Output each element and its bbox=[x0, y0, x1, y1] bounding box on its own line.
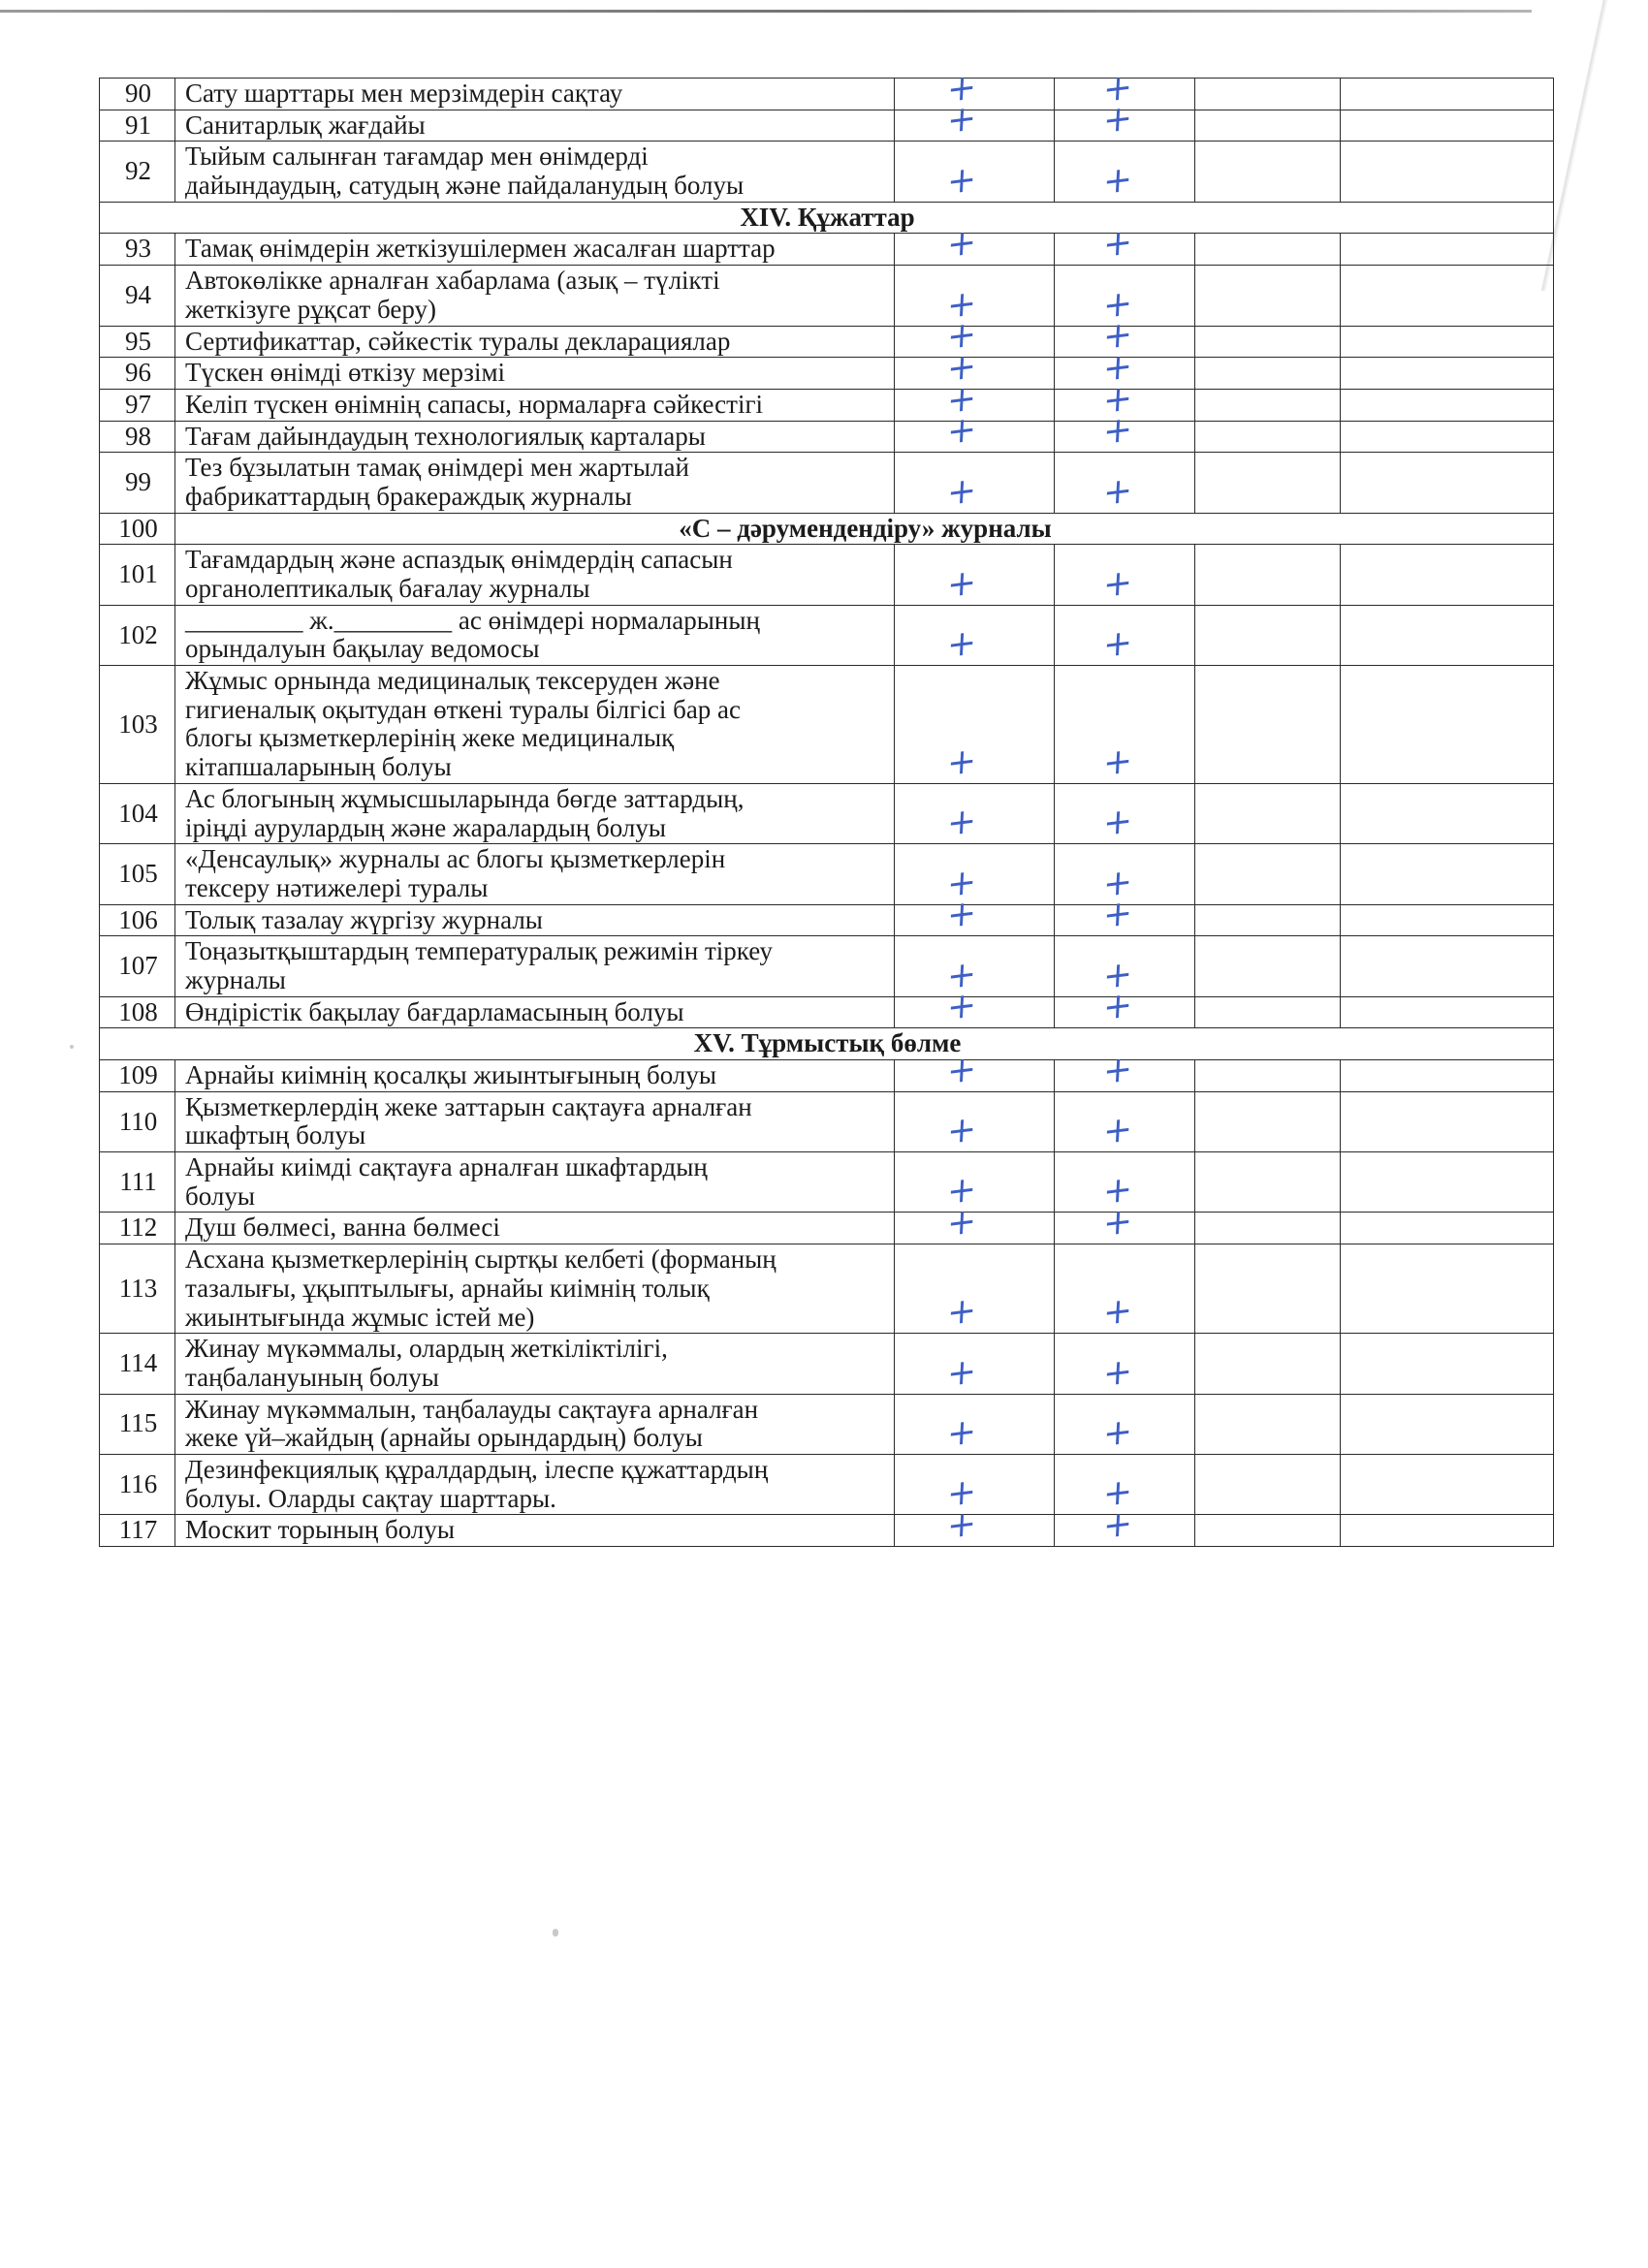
handwritten-plus-mark: + bbox=[1102, 1410, 1134, 1456]
handwritten-plus-mark: + bbox=[1102, 1502, 1134, 1548]
row-description bbox=[175, 605, 895, 665]
table-row bbox=[100, 936, 1554, 996]
row-number: 114 bbox=[100, 1334, 175, 1394]
check-cell-1 bbox=[895, 409, 1055, 454]
description-line: Арнайы киімді сақтауға арналған шкафтардың bbox=[185, 1152, 708, 1182]
handwritten-plus-mark: + bbox=[946, 1410, 978, 1456]
handwritten-plus-mark: + bbox=[1102, 221, 1134, 267]
description-line: Автокөлікке арналған хабарлама (азық – түлікті bbox=[185, 266, 720, 296]
empty-cell bbox=[1341, 79, 1554, 110]
empty-cell bbox=[1195, 1213, 1341, 1244]
check-cell-1 bbox=[895, 666, 1055, 784]
empty-cell bbox=[1341, 1060, 1554, 1092]
description-line: Сату шарттары мен мерзімдерін сақтау bbox=[185, 79, 623, 108]
description-line: Санитарлық жағдайы bbox=[185, 110, 426, 140]
row-description bbox=[175, 1060, 895, 1092]
table-row bbox=[100, 1334, 1554, 1394]
description-line: блогы қызметкерлерінің жеке медициналық bbox=[185, 723, 675, 753]
empty-cell bbox=[1341, 110, 1554, 142]
table-row bbox=[100, 605, 1554, 665]
check-cell-2 bbox=[1055, 666, 1195, 784]
table-row bbox=[100, 996, 1554, 1028]
check-cell-2 bbox=[1055, 1048, 1195, 1092]
row-number: 117 bbox=[100, 1515, 175, 1547]
row-description bbox=[175, 389, 895, 421]
row-number: 100 bbox=[100, 513, 175, 545]
description-line: Жұмыс орнында медициналық тексеруден және bbox=[185, 666, 720, 696]
handwritten-plus-mark: + bbox=[1102, 98, 1134, 142]
description-line: тексеру нәтижелері туралы bbox=[185, 872, 489, 902]
description-line: Тағамдардың және аспаздық өнімдердің сапасын bbox=[185, 545, 733, 575]
handwritten-plus-mark: + bbox=[1102, 801, 1134, 845]
row-description bbox=[175, 1213, 895, 1244]
handwritten-plus-mark: + bbox=[1102, 953, 1134, 997]
empty-cell bbox=[1341, 266, 1554, 326]
description-line: іріңді аурулардың және жаралардың болуы bbox=[185, 812, 667, 842]
row-number: 95 bbox=[100, 326, 175, 358]
handwritten-plus-mark: + bbox=[946, 985, 978, 1029]
empty-cell bbox=[1341, 142, 1554, 202]
row-number: 109 bbox=[100, 1060, 175, 1092]
empty-cell bbox=[1341, 1152, 1554, 1213]
description-line: Толық тазалау жүргізу журналы bbox=[185, 904, 543, 934]
handwritten-plus-mark: + bbox=[946, 861, 978, 905]
check-cell-1 bbox=[895, 985, 1055, 1029]
table-row bbox=[100, 1213, 1554, 1244]
row-description bbox=[175, 545, 895, 605]
row-description bbox=[175, 142, 895, 202]
row-description bbox=[175, 421, 895, 453]
empty-cell bbox=[1195, 421, 1341, 453]
handwritten-plus-mark: + bbox=[946, 158, 978, 203]
row-description bbox=[175, 1394, 895, 1454]
row-description bbox=[175, 266, 895, 326]
handwritten-plus-mark: + bbox=[946, 345, 978, 390]
check-cell-1 bbox=[895, 1091, 1055, 1151]
handwritten-plus-mark: + bbox=[946, 621, 978, 667]
empty-cell bbox=[1195, 1454, 1341, 1514]
row-description bbox=[175, 996, 895, 1028]
handwritten-plus-mark: + bbox=[946, 1290, 978, 1335]
handwritten-plus-mark: + bbox=[946, 98, 978, 142]
description-line: Арнайы киімнің қосалқы жиынтығының болуы bbox=[185, 1060, 717, 1089]
check-cell-2 bbox=[1055, 1200, 1195, 1245]
empty-cell bbox=[1341, 389, 1554, 421]
description-line: шкафтың болуы bbox=[185, 1120, 366, 1150]
row-number: 91 bbox=[100, 110, 175, 142]
check-cell-2 bbox=[1055, 453, 1195, 513]
handwritten-plus-mark: + bbox=[1102, 158, 1134, 203]
row-description bbox=[175, 1244, 895, 1334]
handwritten-plus-mark: + bbox=[946, 66, 978, 110]
check-cell-2 bbox=[1055, 98, 1195, 142]
check-cell-1 bbox=[895, 98, 1055, 142]
row-description bbox=[175, 234, 895, 266]
handwritten-plus-mark: + bbox=[1102, 621, 1134, 667]
empty-cell bbox=[1341, 666, 1554, 784]
description-line: «Денсаулық» журналы ас блогы қызметкерлерін bbox=[185, 844, 726, 874]
row-description bbox=[175, 936, 895, 996]
handwritten-plus-mark: + bbox=[1102, 1290, 1134, 1335]
check-cell-2 bbox=[1055, 1502, 1195, 1548]
table-row bbox=[100, 421, 1554, 453]
empty-cell bbox=[1341, 545, 1554, 605]
row-description bbox=[175, 110, 895, 142]
handwritten-plus-mark: + bbox=[1102, 314, 1134, 359]
handwritten-plus-mark: + bbox=[946, 469, 978, 514]
empty-cell bbox=[1341, 844, 1554, 904]
description-line: Ас блогының жұмысшыларында бөгде заттардың, bbox=[185, 783, 745, 813]
handwritten-plus-mark: + bbox=[1102, 1200, 1134, 1245]
table-row bbox=[100, 545, 1554, 605]
empty-cell bbox=[1341, 1454, 1554, 1514]
row-number: 110 bbox=[100, 1091, 175, 1151]
row-number: 92 bbox=[100, 142, 175, 202]
row-description bbox=[175, 1334, 895, 1394]
row-number: 99 bbox=[100, 453, 175, 513]
empty-cell bbox=[1195, 996, 1341, 1028]
handwritten-plus-mark: + bbox=[946, 1048, 978, 1092]
handwritten-plus-mark: + bbox=[1102, 282, 1134, 327]
row-description bbox=[175, 783, 895, 843]
handwritten-plus-mark: + bbox=[1102, 66, 1134, 110]
handwritten-plus-mark: + bbox=[1102, 1108, 1134, 1153]
check-cell-1 bbox=[895, 221, 1055, 267]
empty-cell bbox=[1195, 1515, 1341, 1547]
check-cell-1 bbox=[895, 1334, 1055, 1394]
empty-cell bbox=[1195, 453, 1341, 513]
empty-cell bbox=[1341, 234, 1554, 266]
check-cell-1 bbox=[895, 1200, 1055, 1245]
table-row bbox=[100, 666, 1554, 784]
table-row bbox=[100, 326, 1554, 358]
empty-cell bbox=[1341, 996, 1554, 1028]
empty-cell bbox=[1341, 421, 1554, 453]
row-number: 103 bbox=[100, 666, 175, 784]
row-number: 94 bbox=[100, 266, 175, 326]
table-row bbox=[100, 389, 1554, 421]
row-number: 104 bbox=[100, 783, 175, 843]
handwritten-plus-mark: + bbox=[1102, 861, 1134, 905]
handwritten-plus-mark: + bbox=[946, 1169, 978, 1213]
check-cell-2 bbox=[1055, 985, 1195, 1029]
row-description bbox=[175, 1515, 895, 1547]
row-number: 115 bbox=[100, 1394, 175, 1454]
row-number: 90 bbox=[100, 79, 175, 110]
description-line: Келіп түскен өнімнің сапасы, нормаларға сәйкестігі bbox=[185, 389, 764, 419]
description-line: гигиеналық оқытудан өткені туралы білгісі бар ас bbox=[185, 694, 742, 724]
table-row bbox=[100, 783, 1554, 843]
row-description bbox=[175, 1454, 895, 1514]
empty-cell bbox=[1195, 904, 1341, 936]
table-row bbox=[100, 844, 1554, 904]
empty-cell bbox=[1341, 1244, 1554, 1334]
description-line: Тыйым салынған тағамдар мен өнімдерді bbox=[185, 142, 649, 172]
empty-cell bbox=[1341, 783, 1554, 843]
table-row bbox=[100, 1060, 1554, 1092]
description-line: Сертификаттар, сәйкестік туралы декларациялар bbox=[185, 326, 731, 356]
check-cell-2 bbox=[1055, 221, 1195, 267]
check-cell-2 bbox=[1055, 409, 1195, 454]
handwritten-plus-mark: + bbox=[1102, 740, 1134, 784]
section-header-row bbox=[100, 202, 1554, 234]
handwritten-plus-mark: + bbox=[946, 377, 978, 422]
empty-cell bbox=[1195, 389, 1341, 421]
empty-cell bbox=[1341, 1213, 1554, 1244]
empty-cell bbox=[1341, 936, 1554, 996]
empty-cell bbox=[1341, 326, 1554, 358]
table-row bbox=[100, 110, 1554, 142]
description-line: Жинау мүкәммалын, таңбалауды сақтауға арналған bbox=[185, 1394, 759, 1424]
empty-cell bbox=[1195, 1394, 1341, 1454]
check-cell-2 bbox=[1055, 545, 1195, 605]
check-cell-1 bbox=[895, 545, 1055, 605]
scan-speck bbox=[553, 1929, 558, 1937]
description-line: дайындаудың, сатудың және пайдаланудың болуы bbox=[185, 171, 745, 201]
scan-speck bbox=[70, 1045, 74, 1049]
handwritten-plus-mark: + bbox=[946, 740, 978, 784]
row-number: 113 bbox=[100, 1244, 175, 1334]
row-description bbox=[175, 1091, 895, 1151]
description-line: Душ бөлмесі, ванна бөлмесі bbox=[185, 1213, 500, 1243]
row-description bbox=[175, 79, 895, 110]
handwritten-plus-mark: + bbox=[946, 893, 978, 937]
table-row bbox=[100, 1244, 1554, 1334]
empty-cell bbox=[1195, 1334, 1341, 1394]
description-line: кітапшаларының болуы bbox=[185, 752, 452, 782]
check-cell-1 bbox=[895, 783, 1055, 843]
check-cell-2 bbox=[1055, 605, 1195, 665]
handwritten-plus-mark: + bbox=[1102, 1350, 1134, 1395]
table-row bbox=[100, 1091, 1554, 1151]
table-row bbox=[100, 904, 1554, 936]
handwritten-plus-mark: + bbox=[946, 1108, 978, 1153]
description-line: Москит торының болуы bbox=[185, 1515, 455, 1545]
description-line: Тез бұзылатын тамақ өнімдері мен жартылай bbox=[185, 453, 689, 483]
description-line: _________ ж._________ ас өнімдері нормаларының bbox=[185, 605, 760, 635]
row-number: 111 bbox=[100, 1152, 175, 1213]
empty-cell bbox=[1195, 783, 1341, 843]
scan-top-edge bbox=[0, 10, 1532, 13]
handwritten-plus-mark: + bbox=[1102, 377, 1134, 422]
check-cell-2 bbox=[1055, 783, 1195, 843]
row-number: 108 bbox=[100, 996, 175, 1028]
description-line: фабрикаттардың бракераждық журналы bbox=[185, 481, 632, 511]
table-row bbox=[100, 358, 1554, 390]
numbered-section-row bbox=[100, 513, 1554, 545]
handwritten-plus-mark: + bbox=[946, 1200, 978, 1245]
empty-cell bbox=[1341, 605, 1554, 665]
description-line: жиынтығында жұмыс істей ме) bbox=[185, 1302, 535, 1332]
row-description bbox=[175, 666, 895, 784]
handwritten-plus-mark: + bbox=[1102, 1169, 1134, 1213]
table-row bbox=[100, 1454, 1554, 1514]
handwritten-plus-mark: + bbox=[1102, 409, 1134, 454]
row-number: 98 bbox=[100, 421, 175, 453]
empty-cell bbox=[1195, 79, 1341, 110]
row-number: 107 bbox=[100, 936, 175, 996]
section-title: XIV. Құжаттар bbox=[100, 202, 1554, 234]
handwritten-plus-mark: + bbox=[946, 953, 978, 997]
table-row bbox=[100, 1152, 1554, 1213]
check-cell-1 bbox=[895, 1048, 1055, 1092]
row-number: 105 bbox=[100, 844, 175, 904]
empty-cell bbox=[1341, 904, 1554, 936]
description-line: таңбалануының болуы bbox=[185, 1362, 439, 1392]
check-cell-2 bbox=[1055, 893, 1195, 937]
check-cell-1 bbox=[895, 1244, 1055, 1334]
section-title: «С – дәрумендендіру» журналы bbox=[175, 513, 1554, 545]
check-cell-1 bbox=[895, 1394, 1055, 1454]
description-line: Дезинфекциялық құралдардың, ілеспе құжаттардың bbox=[185, 1454, 769, 1484]
description-line: болуы bbox=[185, 1181, 255, 1211]
description-line: жеке үй–жайдың (арнайы орындардың) болуы bbox=[185, 1423, 703, 1453]
table-row bbox=[100, 142, 1554, 202]
empty-cell bbox=[1195, 110, 1341, 142]
description-line: органолептикалық бағалау журналы bbox=[185, 574, 590, 603]
row-description bbox=[175, 844, 895, 904]
row-description bbox=[175, 904, 895, 936]
row-number: 93 bbox=[100, 234, 175, 266]
description-line: жеткізуге рұқсат беру) bbox=[185, 294, 437, 324]
description-line: Қызметкерлердің жеке заттарын сақтауға арналған bbox=[185, 1091, 752, 1121]
section-title: XV. Тұрмыстық бөлме bbox=[100, 1028, 1554, 1060]
check-cell-2 bbox=[1055, 1394, 1195, 1454]
handwritten-plus-mark: + bbox=[1102, 561, 1134, 606]
description-line: Тоңазытқыштардың температуралық режимін тіркеу bbox=[185, 936, 774, 966]
empty-cell bbox=[1195, 266, 1341, 326]
check-cell-1 bbox=[895, 142, 1055, 202]
description-line: журналы bbox=[185, 964, 286, 994]
row-description bbox=[175, 358, 895, 390]
empty-cell bbox=[1195, 936, 1341, 996]
handwritten-plus-mark: + bbox=[1102, 1048, 1134, 1092]
handwritten-plus-mark: + bbox=[946, 409, 978, 454]
description-line: Өндірістік бақылау бағдарламасының болуы bbox=[185, 996, 684, 1026]
empty-cell bbox=[1341, 1334, 1554, 1394]
handwritten-plus-mark: + bbox=[946, 221, 978, 267]
empty-cell bbox=[1195, 666, 1341, 784]
inspection-checklist-table bbox=[99, 66, 1554, 1548]
check-cell-1 bbox=[895, 893, 1055, 937]
empty-cell bbox=[1341, 1515, 1554, 1547]
handwritten-plus-mark: + bbox=[1102, 469, 1134, 514]
table-row bbox=[100, 79, 1554, 110]
row-number: 112 bbox=[100, 1213, 175, 1244]
handwritten-plus-mark: + bbox=[1102, 345, 1134, 390]
handwritten-plus-mark: + bbox=[946, 561, 978, 606]
row-number: 101 bbox=[100, 545, 175, 605]
handwritten-plus-mark: + bbox=[946, 282, 978, 327]
check-cell-1 bbox=[895, 605, 1055, 665]
check-cell-1 bbox=[895, 453, 1055, 513]
row-number: 116 bbox=[100, 1454, 175, 1514]
row-number: 97 bbox=[100, 389, 175, 421]
empty-cell bbox=[1341, 1091, 1554, 1151]
empty-cell bbox=[1341, 1394, 1554, 1454]
empty-cell bbox=[1195, 326, 1341, 358]
description-line: Тамақ өнімдерін жеткізушілермен жасалған шарттар bbox=[185, 234, 776, 264]
table-row bbox=[100, 1515, 1554, 1547]
description-line: тазалығы, ұқыптылығы, арнайы киімнің толық bbox=[185, 1273, 710, 1303]
check-cell-2 bbox=[1055, 1334, 1195, 1394]
empty-cell bbox=[1195, 1152, 1341, 1213]
row-description bbox=[175, 326, 895, 358]
section-header-row bbox=[100, 1028, 1554, 1060]
check-cell-2 bbox=[1055, 142, 1195, 202]
check-cell-2 bbox=[1055, 1091, 1195, 1151]
row-number: 96 bbox=[100, 358, 175, 390]
empty-cell bbox=[1195, 1060, 1341, 1092]
description-line: Жинау мүкәммалы, олардың жеткіліктілігі, bbox=[185, 1334, 668, 1364]
row-description bbox=[175, 1152, 895, 1213]
check-cell-2 bbox=[1055, 1244, 1195, 1334]
empty-cell bbox=[1195, 605, 1341, 665]
handwritten-plus-mark: + bbox=[946, 314, 978, 359]
check-cell-1 bbox=[895, 1502, 1055, 1548]
row-number: 102 bbox=[100, 605, 175, 665]
handwritten-plus-mark: + bbox=[946, 1502, 978, 1548]
empty-cell bbox=[1195, 1091, 1341, 1151]
handwritten-plus-mark: + bbox=[946, 801, 978, 845]
row-number: 106 bbox=[100, 904, 175, 936]
empty-cell bbox=[1195, 1244, 1341, 1334]
empty-cell bbox=[1195, 358, 1341, 390]
empty-cell bbox=[1195, 234, 1341, 266]
handwritten-plus-mark: + bbox=[1102, 1471, 1134, 1516]
table-row bbox=[100, 234, 1554, 266]
empty-cell bbox=[1195, 545, 1341, 605]
handwritten-plus-mark: + bbox=[1102, 985, 1134, 1029]
description-line: Түскен өнімді өткізу мерзімі bbox=[185, 358, 506, 388]
description-line: орындалуын бақылау ведомосы bbox=[185, 634, 540, 664]
description-line: болуы. Оларды сақтау шарттары. bbox=[185, 1483, 556, 1513]
description-line: Тағам дайындаудың технологиялық карталары bbox=[185, 421, 706, 451]
empty-cell bbox=[1341, 453, 1554, 513]
row-description bbox=[175, 453, 895, 513]
description-line: Асхана қызметкерлерінің сыртқы келбеті (форманың bbox=[185, 1244, 776, 1275]
empty-cell bbox=[1195, 844, 1341, 904]
handwritten-plus-mark: + bbox=[946, 1350, 978, 1395]
handwritten-plus-mark: + bbox=[1102, 893, 1134, 937]
handwritten-plus-mark: + bbox=[946, 1471, 978, 1516]
empty-cell bbox=[1195, 142, 1341, 202]
table-row bbox=[100, 453, 1554, 513]
table-row bbox=[100, 266, 1554, 326]
empty-cell bbox=[1341, 358, 1554, 390]
table-row bbox=[100, 1394, 1554, 1454]
